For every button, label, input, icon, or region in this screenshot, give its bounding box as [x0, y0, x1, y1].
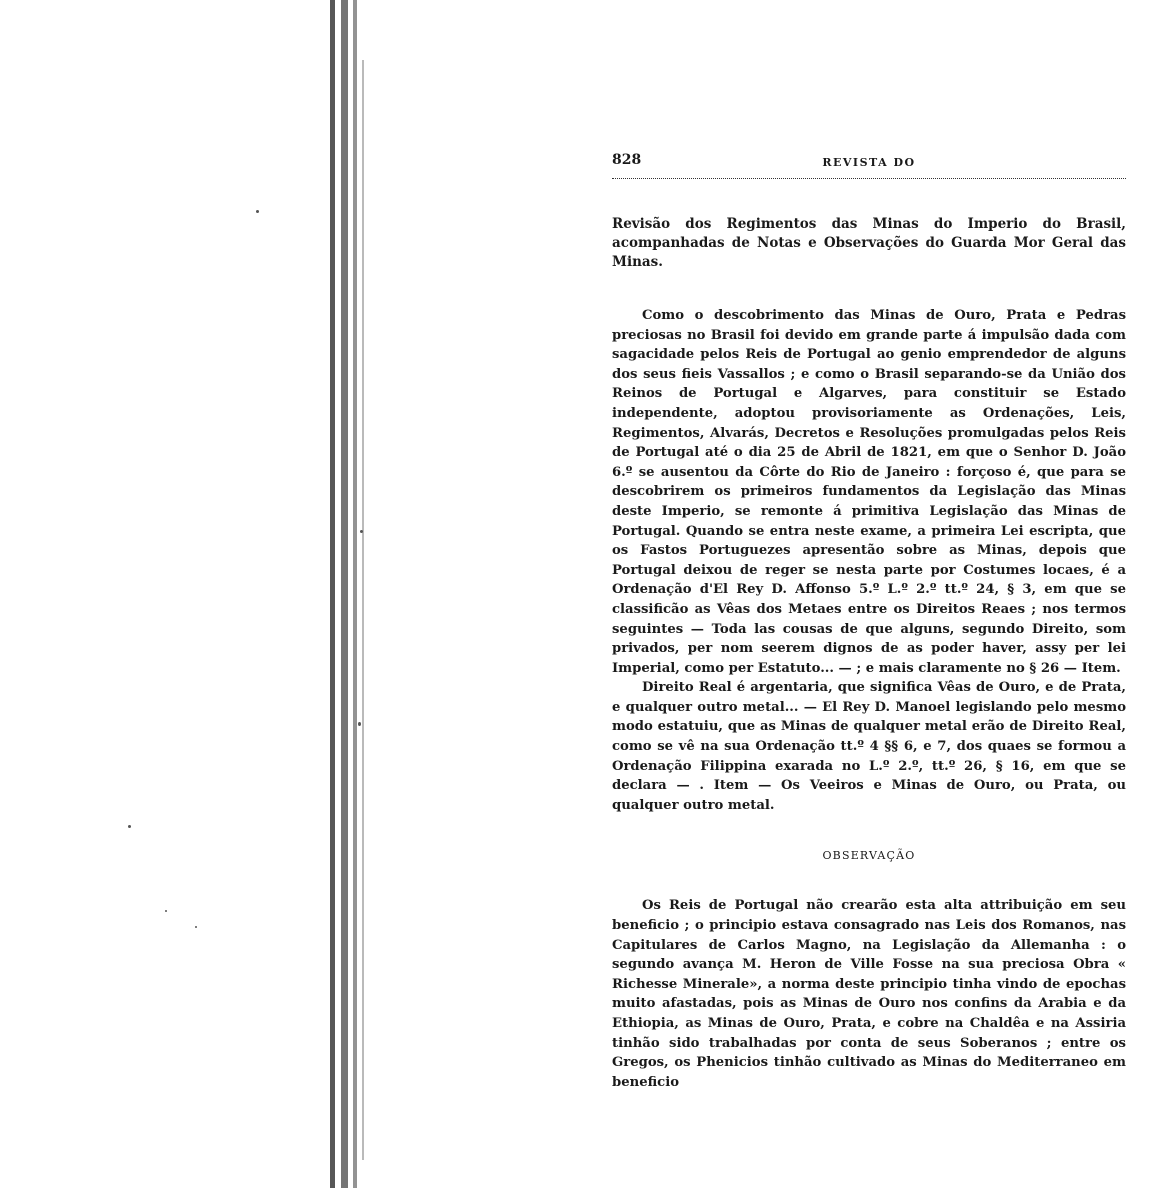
section-heading: OBSERVAÇÃO: [822, 849, 916, 863]
page-header: [612, 140, 1126, 176]
body-paragraph: Como o descobrimento das Minas de Ouro, Prata e Pedras preciosas no Brasil foi devido em grande parte á impulsão dada com sagacidade pelos Reis de Portugal ao genio emprendedor de alguns dos seus fieis Vassallos ; e como o Brasil separando-se da União dos Reinos de Portugal e Algarves, para constituir se Estado independente, adoptou provisoriamente as Ordenações, Leis, Regimentos, Alvarás, Decretos e Resoluções promulgadas pelos Reis de Portugal até o dia 25 de Abril de 1821, em que o Senhor D. João 6.º se ausentou da Côrte do Rio de Janeiro : forçoso é, que para se descobrirem os primeiros fundamentos da Legislação das Minas deste Imperio, se remonte á primitiva Legislação das Minas de Portugal. Quando se entra neste exame, a primeira Lei escripta, que os Fastos Portuguezes apresentão sobre as Minas, depois que Portugal deixou de reger se nesta parte por Costumes locaes, é a Ordenação d'El Rey D. Affonso 5.º L.º 2.º tt.º 24, § 3, em que se classificão as Vêas dos Metaes entre os Direitos Reaes ; nos termos seguintes — Toda las cousas de que alguns, segundo Direito, som privados, per nom seerem dignos de as poder haver, assy per lei Imperial, como per Estatuto... — ; e mais claramente no § 26 — Item.: [612, 308, 1126, 676]
observation-paragraph: Os Reis de Portugal não crearão esta alta attribuição em seu beneficio ; o principio estava consagrado nas Leis dos Romanos, nas Capitulares de Carlos Magno, na Legislação da Allemanha : o segundo avança M. Heron de Ville Fosse na sua preciosa Obra « Richesse Minerale», a norma deste principio tinha vindo de epochas muito afastadas, pois as Minas de Ouro nos confins da Arabia e da Ethiopia, as Minas de Ouro, Prata, e cobre na Chaldêa e na Assiria tinhão sido trabalhadas por conta de seus Soberanos ; entre os Gregos, os Phenicios tinhão cultivado as Minas do Mediterraneo em beneficio: [612, 898, 1126, 1090]
running-title: REVISTA DO: [822, 156, 916, 169]
book-page: [612, 140, 1126, 1092]
paper-speck: [195, 926, 197, 928]
paper-speck: [358, 722, 361, 726]
article-title: Revisão dos Regimentos das Minas do Imperio do Brasil, acompanhadas de Notas e Observações do Guarda Mor Geral das Minas.: [612, 216, 1126, 270]
paper-speck: [128, 825, 131, 828]
binding-shadow-line: [330, 0, 335, 1188]
binding-shadow-line: [362, 60, 364, 1160]
header-rule: [612, 178, 1126, 179]
paper-speck: [165, 910, 167, 912]
binding-shadow-line: [353, 0, 357, 1188]
paper-speck: [256, 210, 259, 213]
page-number: 828: [612, 152, 642, 168]
binding-shadow-line: [341, 0, 348, 1188]
paper-speck: [360, 530, 363, 533]
body-paragraph: Direito Real é argentaria, que significa Vêas de Ouro, e de Prata, e qualquer outro metal... — El Rey D. Manoel legislando pelo mesmo modo estatuiu, que as Minas de qualquer metal erão de Direito Real, como se vê na sua Ordenação tt.º 4 §§ 6, e 7, dos quaes se formou a Ordenação Filippina exarada no L.º 2.º, tt.º 26, § 16, em que se declara — . Item — Os Veeiros e Minas de Ouro, ou Prata, ou qualquer outro metal.: [612, 680, 1126, 813]
